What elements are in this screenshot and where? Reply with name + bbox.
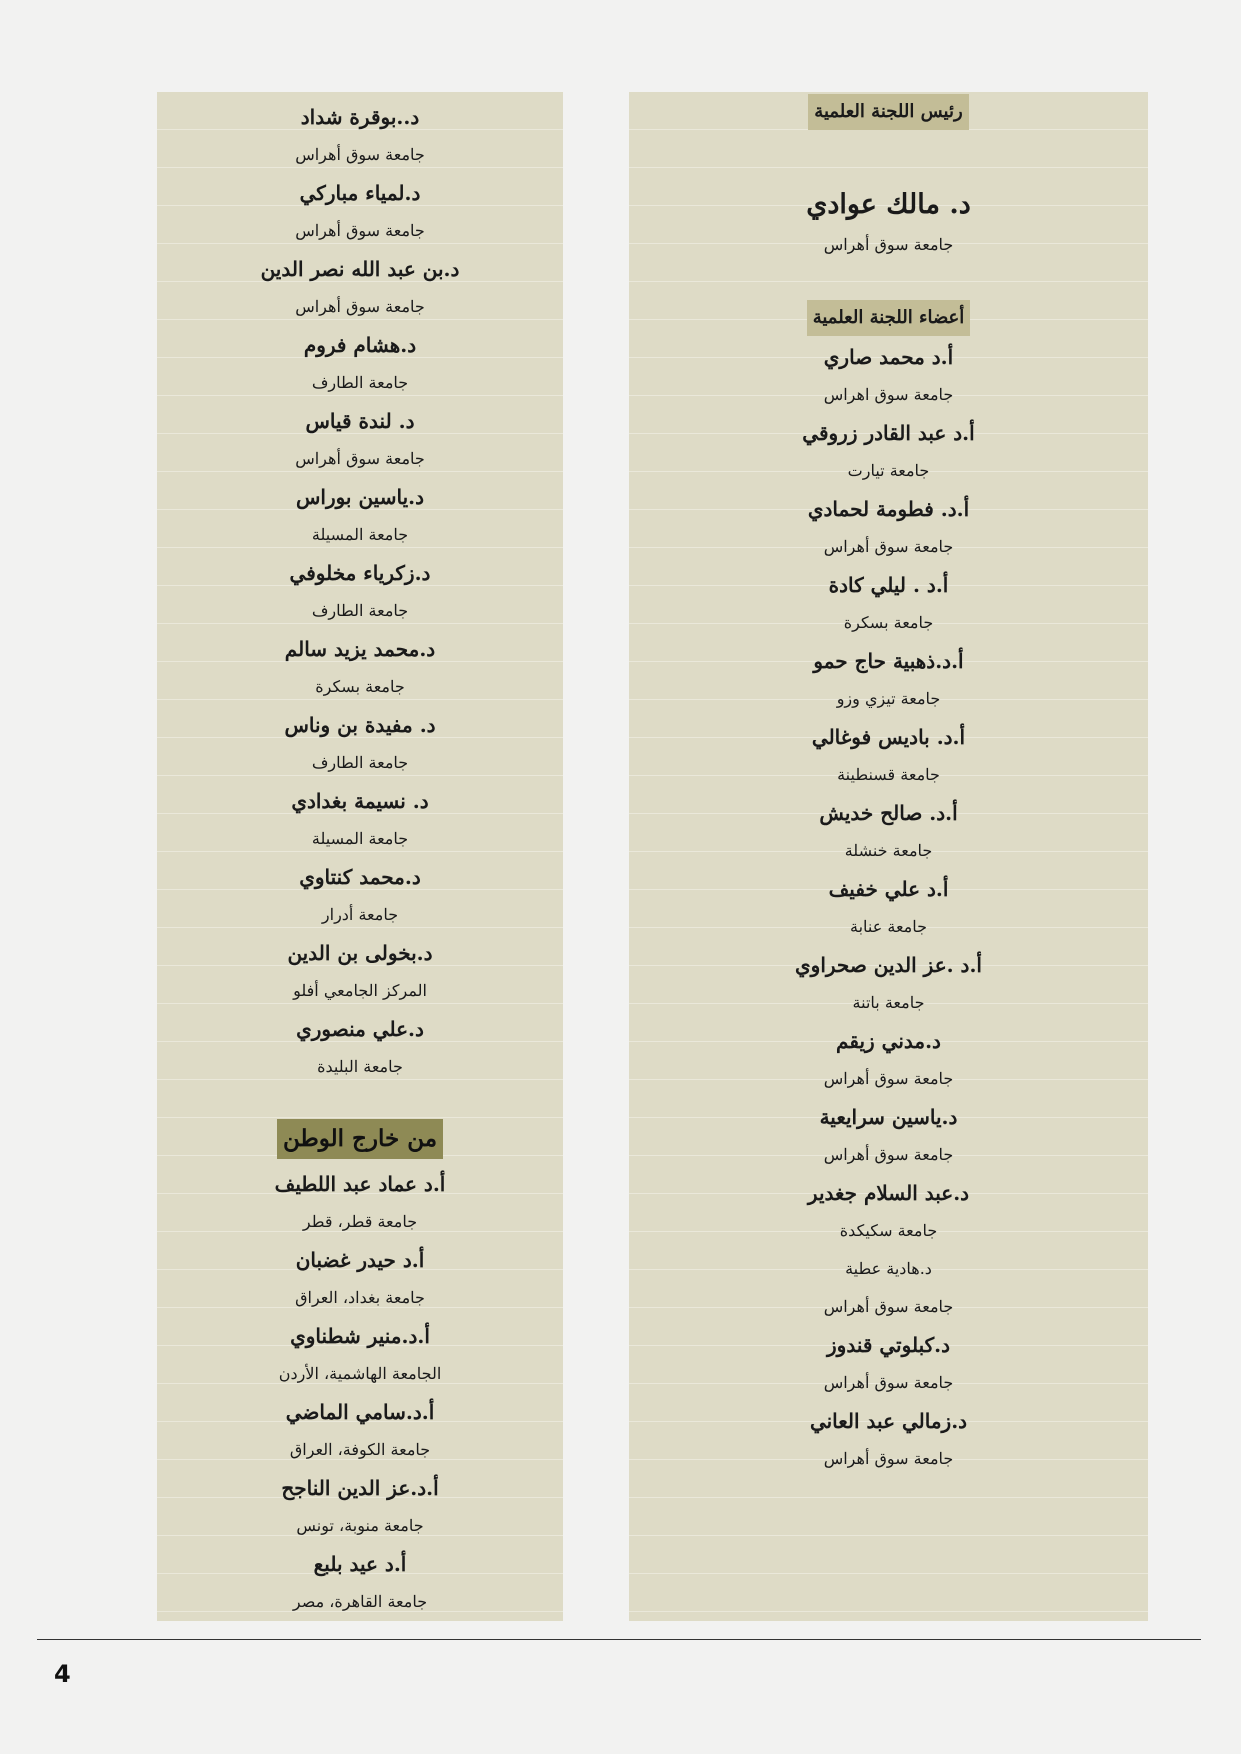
member-name: أ.د عماد عبد اللطيف (274, 1172, 446, 1196)
extra-member-line: د.هادية عطية (845, 1259, 932, 1278)
member-name: د.بن عبد الله نصر الدين (260, 257, 460, 281)
member-institution: جامعة المسيلة (311, 525, 409, 544)
member-name: د. نسيمة بغدادي (291, 789, 429, 813)
member-institution: جامعة سوق أهراس (823, 1145, 954, 1164)
abroad-members-list (157, 1165, 563, 1621)
member-institution: جامعة خنشلة (844, 841, 933, 860)
member-institution: جامعة الطارف (311, 601, 409, 620)
member-institution: جامعة سوق أهراس (295, 221, 425, 240)
member-name: أ.د. صالح خديش (819, 801, 958, 825)
members-list (629, 338, 1148, 1250)
member-name: أ.د. فطومة لحمادي (807, 497, 970, 521)
president-name: د. مالك عوادي (806, 189, 971, 220)
page-number: 4 (54, 1660, 71, 1688)
member-name: د.زمالي عبد العاني (809, 1409, 968, 1433)
member-name: د.كبلوتي قندوز (827, 1333, 950, 1357)
committee-column-right (629, 92, 1148, 1621)
members-list (157, 98, 563, 1086)
member-institution: جامعة سوق أهراس (295, 449, 425, 468)
member-institution: جامعة الكوفة، العراق (289, 1440, 431, 1459)
member-institution: جامعة بسكرة (843, 613, 934, 632)
member-name: أ.د .عز الدين صحراوي (795, 953, 982, 977)
member-institution: جامعة تيزي وزو (836, 689, 941, 708)
member-name: أ.د.سامي الماضي (285, 1400, 435, 1424)
member-institution: جامعة سوق أهراس (295, 145, 425, 164)
member-institution: جامعة قطر، قطر (302, 1212, 418, 1231)
members-list-tail (629, 1326, 1148, 1478)
member-institution: جامعة عنابة (850, 917, 927, 936)
member-name: د.لمياء مباركي (299, 181, 421, 205)
member-institution: جامعة تيارت (847, 461, 930, 480)
member-name: د.ياسين سرايعية (819, 1105, 958, 1129)
footer-divider (37, 1639, 1201, 1640)
member-institution: جامعة أدرار (321, 905, 399, 924)
member-name: أ.د.عز الدين الناجح (281, 1476, 439, 1500)
member-institution: جامعة سوق أهراس (823, 1373, 954, 1392)
member-institution: المركز الجامعي أفلو (293, 981, 427, 1000)
member-institution: جامعة سوق أهراس (823, 537, 954, 556)
member-name: أ.د علي خفيف (828, 877, 949, 901)
member-institution: جامعة قسنطينة (837, 765, 940, 784)
member-name: د. مفيدة بن وناس (284, 713, 436, 737)
member-name: د.مدني زيقم (836, 1029, 941, 1053)
member-institution: جامعة سوق اهراس (823, 385, 954, 404)
extra-member-institution: جامعة سوق أهراس (823, 1297, 954, 1316)
member-name: د.بخولى بن الدين (287, 941, 433, 965)
member-name: أ.د محمد صاري (823, 345, 954, 369)
member-name: د.عبد السلام جغدير (807, 1181, 970, 1205)
committee-column-left (157, 92, 563, 1621)
member-institution: جامعة سكيكدة (839, 1221, 938, 1240)
members-label: أعضاء اللجنة العلمية (807, 300, 971, 336)
member-institution: جامعة بغداد، العراق (295, 1288, 425, 1307)
abroad-label: من خارج الوطن (277, 1119, 443, 1159)
member-name: أ.د عبد القادر زروقي (802, 421, 975, 445)
member-name: د..بوقرة شداد (300, 105, 420, 129)
member-institution: جامعة باتنة (852, 993, 925, 1012)
member-institution: جامعة سوق أهراس (823, 1449, 954, 1468)
member-name: أ.د . ليلي كادة (828, 573, 949, 597)
member-institution: جامعة سوق أهراس (823, 1069, 954, 1088)
member-name: د.محمد يزيد سالم (284, 637, 436, 661)
member-name: أ.د. باديس فوغالي (811, 725, 966, 749)
member-name: أ.د.منير شطناوي (290, 1324, 430, 1348)
member-name: د.علي منصوري (296, 1017, 424, 1041)
president-label: رئيس اللجنة العلمية (808, 94, 968, 130)
member-institution: جامعة الطارف (311, 753, 409, 772)
member-name: د. لندة قياس (305, 409, 415, 433)
member-name: د.هشام فروم (303, 333, 417, 357)
member-name: أ.د عيد بلبع (313, 1552, 407, 1576)
member-institution: جامعة المسيلة (311, 829, 409, 848)
member-name: أ.د حيدر غضبان (295, 1248, 425, 1272)
member-institution: جامعة القاهرة، مصر (292, 1592, 428, 1611)
member-institution: جامعة الطارف (311, 373, 409, 392)
member-institution: جامعة بسكرة (315, 677, 405, 696)
member-name: د.زكرياء مخلوفي (289, 561, 431, 585)
member-institution: جامعة سوق أهراس (295, 297, 425, 316)
president-institution: جامعة سوق أهراس (823, 235, 954, 254)
member-institution: جامعة البليدة (317, 1057, 403, 1076)
member-name: د.ياسين بوراس (295, 485, 425, 509)
member-name: د.محمد كنتاوي (299, 865, 421, 889)
member-institution: جامعة منوبة، تونس (296, 1516, 424, 1535)
member-institution: الجامعة الهاشمية، الأردن (278, 1364, 442, 1383)
member-name: أ.د.ذهبية حاج حمو (813, 649, 964, 673)
